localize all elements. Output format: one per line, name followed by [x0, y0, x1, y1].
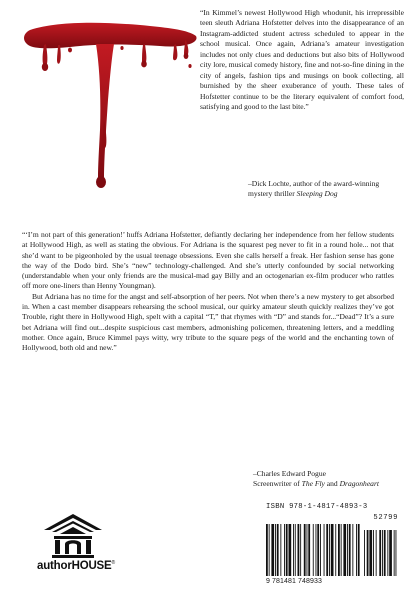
price-barcode-bar	[396, 530, 397, 576]
attribution-pogue-and: and	[324, 479, 340, 489]
price-barcode-bar	[376, 530, 377, 576]
barcode-bar	[317, 524, 319, 576]
barcode-bar	[343, 524, 346, 576]
barcode-bar	[341, 524, 342, 576]
house-icon	[42, 512, 104, 558]
isbn-label: ISBN 978-1-4817-4893-3	[266, 503, 368, 511]
price-barcode-bar	[389, 530, 392, 576]
barcode-bar	[308, 524, 310, 576]
price-barcode-bar	[369, 530, 372, 576]
publisher-name-house: HOUSE	[71, 560, 112, 572]
barcode-bar	[324, 524, 325, 576]
price-barcode-bar	[382, 530, 383, 576]
attribution-pogue-name: –Charles Edward Pogue	[253, 469, 326, 478]
review-quote-lochte: “In Kimmel’s newest Hollywood High whodunit, his irrepressible teen sleuth Adriana Hofstetter delves into the disappearance of an Instagram-addicted student actress scheduled to appear in the school musical. Once again, Adriana’s amateur investigation includes not only clues and deductions but also bits of Hollywood city lore, musical comedy history, fine and not-so-fine dining in the city of angels, fashion tips and musings on book collecting, all burnished by the sheer exuberance of youth. These tales of Hofstetter continue to be the literary equivalent of comfort food, satisfying and good to the last bite.”	[200, 8, 404, 112]
barcode-bar	[347, 524, 348, 576]
attribution-pogue-prefix: Screenwriter of	[253, 479, 302, 489]
attribution-pogue-role	[253, 479, 403, 489]
attribution-lochte-line1: –Dick Lochte, author of the award-winning	[248, 179, 380, 188]
attribution-pogue	[253, 469, 403, 490]
barcode-bars	[266, 524, 398, 576]
barcode-bar	[289, 524, 292, 576]
publisher-name-author: author	[37, 560, 72, 572]
barcode-bar	[280, 524, 281, 576]
barcode-bar	[307, 524, 308, 576]
price-barcode-bar	[387, 530, 388, 576]
price-barcode-bar	[379, 530, 381, 576]
barcode-bar	[316, 524, 317, 576]
barcode-bar	[335, 524, 336, 576]
review-quote-pogue	[22, 230, 394, 354]
barcode-bar	[298, 524, 300, 576]
barcode-bar	[266, 524, 268, 576]
film-title-dragonheart: Dragonheart	[339, 479, 379, 489]
attribution-lochte	[248, 179, 408, 200]
barcode-bar	[329, 524, 330, 576]
review-paragraph-2: But Adriana has no time for the angst and self-absorption of her peers. Not when there’s a new mystery to get absorbed in. When a cast member disappears rehearsing the school musical, our quirky amateur sleuth quickly realizes they’ve got Trouble, right there in Hollywood High, spelt with a capital “T,” that rhymes with “D” and stands for...“Dead”? It’s a sure bet Adriana will find out...despite suspicious cast members, admonishing policemen, threatening letters, and a meddling mother. Once again, Bruce Kimmel pays witty, wry tribute to the square pegs of the world and the enchanting town of Hollywood, both old and new.”	[22, 291, 394, 353]
barcode-digits: 9 781481 748933	[266, 578, 322, 585]
barcode-bar	[271, 524, 274, 576]
attribution-lochte-line2	[248, 189, 408, 199]
barcode-bar	[320, 524, 321, 576]
barcode-bar	[295, 524, 296, 576]
trademark-symbol: ®	[111, 560, 115, 566]
price-barcode-bar	[364, 530, 365, 576]
barcode-bar	[331, 524, 334, 576]
attribution-lochte-prefix: mystery thriller	[248, 189, 297, 199]
publisher-name	[30, 560, 122, 572]
barcode-bar	[313, 524, 314, 576]
review-paragraph-1: “‘I’m not part of this generation!’ huffs Adriana Hofstetter, defiantly declaring her independence from her fellow students at Hollywood High, as well as stating the obvious. For Adriana is the squarest peg never to fit in a round hole... not that she’d want to be pigeonholed by the usual teenage obsessions. Even she calls herself a freak. Her fashion sense has gone the way of the Dodo bird. She’s “new” technology-challenged. And she’s utterly confounded by social networking (understandable when your only friends are the musical-mad gay Billy and an octogenarian ex-film producer who rattles off more one-liners than Henny Youngman).	[22, 230, 394, 291]
film-title-the-fly: The Fly	[301, 479, 325, 489]
barcode-bar	[338, 524, 340, 576]
price-code: 52799	[373, 514, 398, 522]
barcode-bar	[356, 524, 357, 576]
barcode-bar	[304, 524, 306, 576]
barcode-bar	[277, 524, 279, 576]
barcode-bar	[275, 524, 276, 576]
blood-drip-t-graphic	[0, 0, 210, 200]
publisher-logo	[30, 512, 122, 578]
barcode-bar	[326, 524, 328, 576]
barcode-bar	[284, 524, 285, 576]
barcode-bar	[293, 524, 294, 576]
price-barcode-bar	[373, 530, 374, 576]
price-barcode-bar	[367, 530, 369, 576]
barcode-bar	[358, 524, 360, 576]
barcode-bar	[269, 524, 270, 576]
book-title-sleeping-dog: Sleeping Dog	[296, 189, 338, 199]
barcode-bar	[349, 524, 351, 576]
barcode-bar	[286, 524, 288, 576]
isbn-barcode	[264, 503, 400, 587]
price-barcode-bar	[394, 530, 395, 576]
price-barcode-bar	[384, 530, 386, 576]
barcode-bar	[352, 524, 353, 576]
barcode-bar	[300, 524, 301, 576]
